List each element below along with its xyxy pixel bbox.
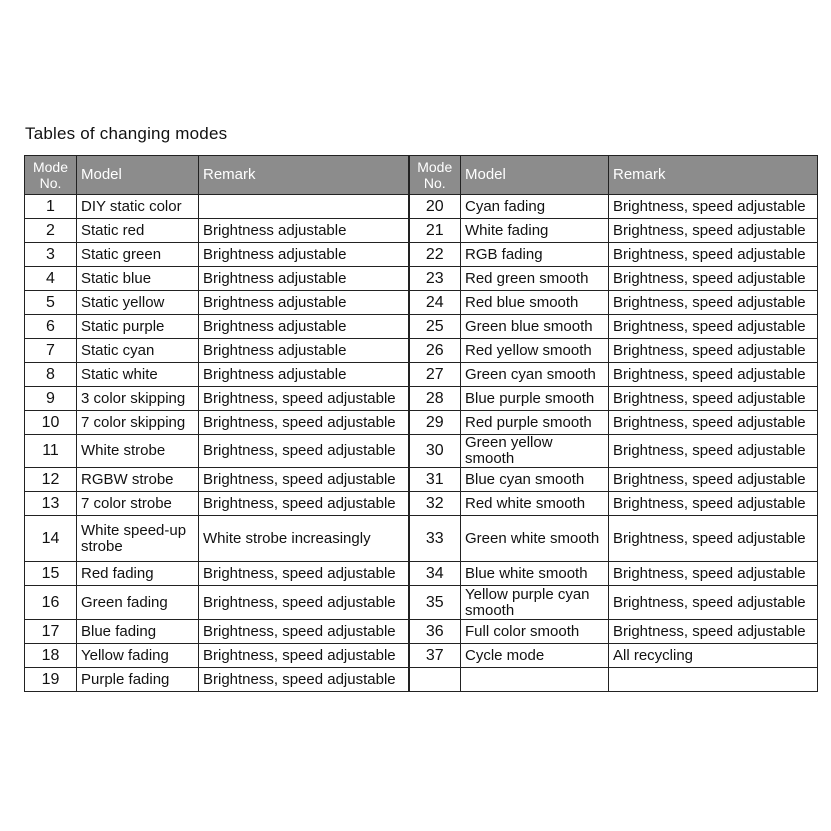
mode-number-cell: 22 xyxy=(409,243,461,267)
remark-cell: Brightness, speed adjustable xyxy=(609,516,818,562)
remark-cell: Brightness, speed adjustable xyxy=(609,195,818,219)
model-name-cell: Blue purple smooth xyxy=(461,387,609,411)
table-header-row xyxy=(25,156,818,195)
mode-number-cell: 36 xyxy=(409,620,461,644)
model-name-cell: Cyan fading xyxy=(461,195,609,219)
remark-cell: Brightness, speed adjustable xyxy=(199,411,409,435)
mode-number-cell: 6 xyxy=(25,315,77,339)
remark-cell xyxy=(199,195,409,219)
remark-cell: Brightness, speed adjustable xyxy=(609,492,818,516)
mode-number-cell: 27 xyxy=(409,363,461,387)
model-name-cell: Blue white smooth xyxy=(461,562,609,586)
remark-cell: Brightness, speed adjustable xyxy=(609,363,818,387)
mode-number-cell: 29 xyxy=(409,411,461,435)
header-model-right: Model xyxy=(461,156,609,195)
model-name-cell: Blue cyan smooth xyxy=(461,468,609,492)
remark-cell: Brightness, speed adjustable xyxy=(609,339,818,363)
mode-number-cell: 17 xyxy=(25,620,77,644)
mode-number-cell: 20 xyxy=(409,195,461,219)
model-name-cell: Purple fading xyxy=(77,668,199,692)
remark-cell: Brightness, speed adjustable xyxy=(609,387,818,411)
mode-number-cell: 18 xyxy=(25,644,77,668)
mode-number-cell: 13 xyxy=(25,492,77,516)
remark-cell: Brightness adjustable xyxy=(199,219,409,243)
table-row xyxy=(25,291,818,315)
mode-number-cell: 37 xyxy=(409,644,461,668)
remark-cell: Brightness, speed adjustable xyxy=(609,468,818,492)
model-name-cell: DIY static color xyxy=(77,195,199,219)
remark-cell: Brightness, speed adjustable xyxy=(199,492,409,516)
model-name-cell: Yellow fading xyxy=(77,644,199,668)
remark-cell: Brightness, speed adjustable xyxy=(609,291,818,315)
mode-number-cell: 10 xyxy=(25,411,77,435)
remark-cell: Brightness adjustable xyxy=(199,363,409,387)
model-name-cell: 3 color skipping xyxy=(77,387,199,411)
mode-number-cell: 7 xyxy=(25,339,77,363)
model-name-cell: Green white smooth xyxy=(461,516,609,562)
table-row xyxy=(25,363,818,387)
model-name-cell: White speed-up strobe xyxy=(77,516,199,562)
remark-cell: All recycling xyxy=(609,644,818,668)
model-name-cell: Red green smooth xyxy=(461,267,609,291)
mode-number-cell: 24 xyxy=(409,291,461,315)
table-row xyxy=(25,243,818,267)
model-name-cell: Static white xyxy=(77,363,199,387)
model-name-cell xyxy=(461,668,609,692)
mode-number-cell: 32 xyxy=(409,492,461,516)
table-row xyxy=(25,644,818,668)
mode-number-cell: 31 xyxy=(409,468,461,492)
model-name-cell: Static purple xyxy=(77,315,199,339)
page-title: Tables of changing modes xyxy=(25,124,228,143)
header-mode-no-right: Mode No. xyxy=(409,156,461,195)
model-name-cell: Green cyan smooth xyxy=(461,363,609,387)
mode-number-cell: 5 xyxy=(25,291,77,315)
remark-cell: Brightness, speed adjustable xyxy=(609,411,818,435)
table-row xyxy=(25,339,818,363)
remark-cell: Brightness, speed adjustable xyxy=(609,435,818,468)
model-name-cell: 7 color strobe xyxy=(77,492,199,516)
table-row xyxy=(25,219,818,243)
table-row xyxy=(25,195,818,219)
mode-number-cell: 4 xyxy=(25,267,77,291)
remark-cell: Brightness, speed adjustable xyxy=(199,586,409,620)
mode-number-cell: 1 xyxy=(25,195,77,219)
model-name-cell: Static green xyxy=(77,243,199,267)
remark-cell: Brightness, speed adjustable xyxy=(609,586,818,620)
remark-cell xyxy=(609,668,818,692)
remark-cell: Brightness, speed adjustable xyxy=(609,219,818,243)
mode-number-cell: 16 xyxy=(25,586,77,620)
remark-cell: Brightness, speed adjustable xyxy=(199,435,409,468)
mode-number-cell: 28 xyxy=(409,387,461,411)
model-name-cell: Green blue smooth xyxy=(461,315,609,339)
remark-cell: Brightness adjustable xyxy=(199,339,409,363)
modes-table xyxy=(24,155,818,692)
header-remark-left: Remark xyxy=(199,156,409,195)
remark-cell: Brightness, speed adjustable xyxy=(609,267,818,291)
remark-cell: Brightness, speed adjustable xyxy=(609,562,818,586)
model-name-cell: Green fading xyxy=(77,586,199,620)
table-row xyxy=(25,516,818,562)
mode-number-cell: 3 xyxy=(25,243,77,267)
mode-number-cell: 26 xyxy=(409,339,461,363)
remark-cell: White strobe increasingly xyxy=(199,516,409,562)
remark-cell: Brightness, speed adjustable xyxy=(609,620,818,644)
table-row xyxy=(25,315,818,339)
remark-cell: Brightness, speed adjustable xyxy=(199,468,409,492)
remark-cell: Brightness, speed adjustable xyxy=(609,315,818,339)
model-name-cell: Green yellow smooth xyxy=(461,435,609,468)
table-row xyxy=(25,668,818,692)
remark-cell: Brightness, speed adjustable xyxy=(199,620,409,644)
table-row xyxy=(25,411,818,435)
model-name-cell: RGB fading xyxy=(461,243,609,267)
table-row xyxy=(25,468,818,492)
mode-number-cell: 8 xyxy=(25,363,77,387)
model-name-cell: White strobe xyxy=(77,435,199,468)
mode-number-cell: 15 xyxy=(25,562,77,586)
mode-number-cell: 21 xyxy=(409,219,461,243)
table-row xyxy=(25,267,818,291)
model-name-cell: Red white smooth xyxy=(461,492,609,516)
mode-number-cell: 11 xyxy=(25,435,77,468)
remark-cell: Brightness adjustable xyxy=(199,291,409,315)
remark-cell: Brightness adjustable xyxy=(199,243,409,267)
mode-number-cell: 33 xyxy=(409,516,461,562)
table-row xyxy=(25,586,818,620)
mode-number-cell: 25 xyxy=(409,315,461,339)
model-name-cell: Static red xyxy=(77,219,199,243)
table-row xyxy=(25,492,818,516)
model-name-cell: Static cyan xyxy=(77,339,199,363)
mode-number-cell: 19 xyxy=(25,668,77,692)
model-name-cell: Blue fading xyxy=(77,620,199,644)
model-name-cell: Full color smooth xyxy=(461,620,609,644)
model-name-cell: Red blue smooth xyxy=(461,291,609,315)
remark-cell: Brightness, speed adjustable xyxy=(199,387,409,411)
remark-cell: Brightness, speed adjustable xyxy=(199,644,409,668)
mode-number-cell: 30 xyxy=(409,435,461,468)
model-name-cell: Red purple smooth xyxy=(461,411,609,435)
mode-number-cell: 34 xyxy=(409,562,461,586)
model-name-cell: Static yellow xyxy=(77,291,199,315)
header-remark-right: Remark xyxy=(609,156,818,195)
mode-number-cell: 9 xyxy=(25,387,77,411)
model-name-cell: Red fading xyxy=(77,562,199,586)
header-mode-no-left: Mode No. xyxy=(25,156,77,195)
table-row xyxy=(25,435,818,468)
remark-cell: Brightness, speed adjustable xyxy=(199,668,409,692)
model-name-cell: Red yellow smooth xyxy=(461,339,609,363)
model-name-cell: Cycle mode xyxy=(461,644,609,668)
model-name-cell: Yellow purple cyan smooth xyxy=(461,586,609,620)
mode-number-cell xyxy=(409,668,461,692)
remark-cell: Brightness, speed adjustable xyxy=(199,562,409,586)
mode-number-cell: 2 xyxy=(25,219,77,243)
model-name-cell: White fading xyxy=(461,219,609,243)
model-name-cell: RGBW strobe xyxy=(77,468,199,492)
header-model-left: Model xyxy=(77,156,199,195)
table-row xyxy=(25,562,818,586)
mode-number-cell: 23 xyxy=(409,267,461,291)
remark-cell: Brightness adjustable xyxy=(199,315,409,339)
remark-cell: Brightness, speed adjustable xyxy=(609,243,818,267)
mode-number-cell: 35 xyxy=(409,586,461,620)
mode-number-cell: 14 xyxy=(25,516,77,562)
model-name-cell: 7 color skipping xyxy=(77,411,199,435)
table-row xyxy=(25,620,818,644)
remark-cell: Brightness adjustable xyxy=(199,267,409,291)
mode-number-cell: 12 xyxy=(25,468,77,492)
table-row xyxy=(25,387,818,411)
model-name-cell: Static blue xyxy=(77,267,199,291)
